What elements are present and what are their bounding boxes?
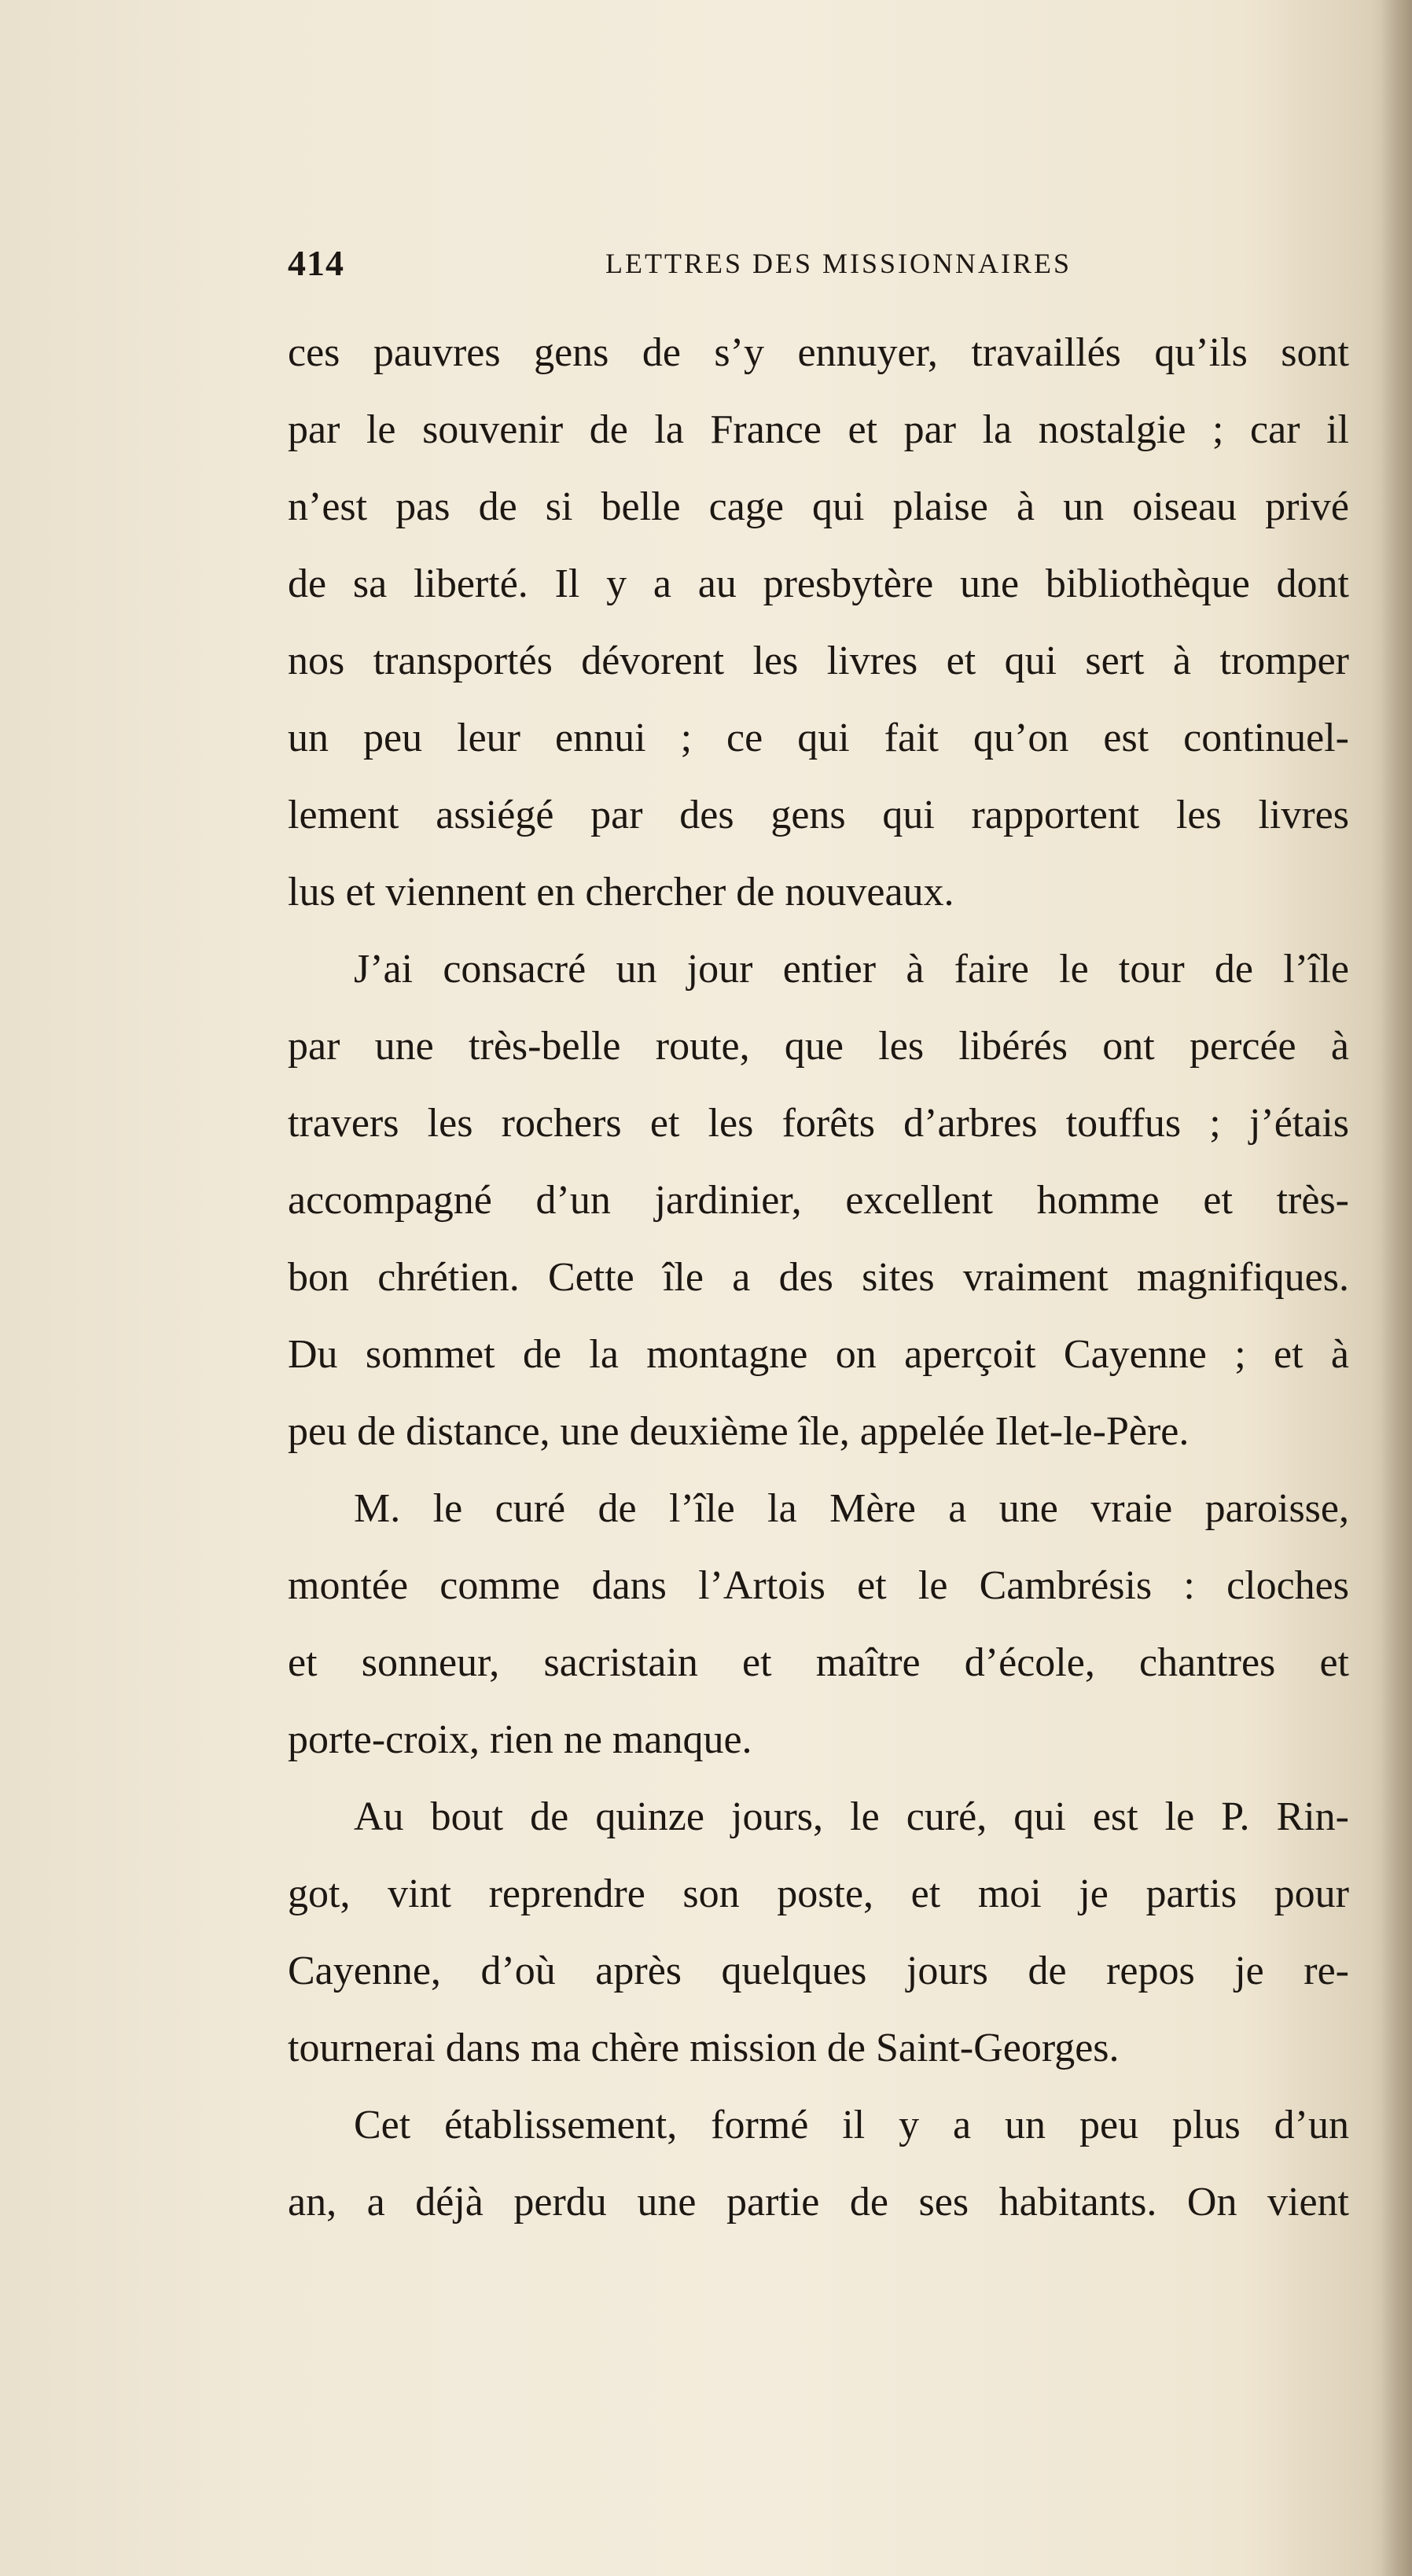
text-line: tournerai dans ma chère mission de Saint-Georges. bbox=[288, 2026, 1120, 2070]
text-line: J’ai consacré un jour entier à faire le tour de l’île bbox=[354, 947, 1349, 992]
text-line: par une très-belle route, que les libérés ont percée à bbox=[288, 1024, 1349, 1069]
text-line: un peu leur ennui ; ce qui fait qu’on est continuel- bbox=[288, 716, 1349, 760]
page-number: 414 bbox=[288, 243, 344, 283]
text-line: accompagné d’un jardinier, excellent homme et très- bbox=[288, 1178, 1349, 1223]
text-line: travers les rochers et les forêts d’arbres touffus ; j’étais bbox=[288, 1101, 1349, 1146]
text-line: Cayenne, d’où après quelques jours de repos je re- bbox=[288, 1949, 1349, 1993]
text-line: nos transportés dévorent les livres et qui sert à tromper bbox=[288, 638, 1349, 683]
text-line: Du sommet de la montagne on aperçoit Cayenne ; et à bbox=[288, 1332, 1349, 1377]
text-line: peu de distance, une deuxième île, appelée Ilet-le-Père. bbox=[288, 1409, 1190, 1454]
text-line: lus et viennent en chercher de nouveaux. bbox=[288, 870, 954, 914]
page-header bbox=[288, 242, 1349, 289]
text-line: Au bout de quinze jours, le curé, qui est le P. Rin- bbox=[354, 1794, 1349, 1839]
text-line: lement assiégé par des gens qui rapportent les livres bbox=[288, 793, 1349, 837]
text-line: got, vint reprendre son poste, et moi je partis pour bbox=[288, 1871, 1349, 1916]
text-line: par le souvenir de la France et par la nostalgie ; car il bbox=[288, 407, 1349, 452]
text-line: M. le curé de l’île la Mère a une vraie paroisse, bbox=[354, 1486, 1349, 1531]
body-text bbox=[288, 315, 1349, 2241]
page-edge-shadow bbox=[1381, 0, 1412, 2576]
running-title: LETTRES DES MISSIONNAIRES bbox=[605, 248, 1072, 279]
text-line: et sonneur, sacristain et maître d’école, chantres et bbox=[288, 1640, 1349, 1685]
text-line: ces pauvres gens de s’y ennuyer, travaillés qu’ils sont bbox=[288, 330, 1349, 375]
text-line: an, a déjà perdu une partie de ses habitants. On vient bbox=[288, 2180, 1349, 2225]
text-line: de sa liberté. Il y a au presbytère une bibliothèque dont bbox=[288, 561, 1349, 606]
text-line: montée comme dans l’Artois et le Cambrésis : cloches bbox=[288, 1563, 1349, 1608]
text-line: porte-croix, rien ne manque. bbox=[288, 1717, 752, 1762]
text-line: bon chrétien. Cette île a des sites vraiment magnifiques. bbox=[288, 1255, 1349, 1300]
text-line: n’est pas de si belle cage qui plaise à un oiseau privé bbox=[288, 484, 1349, 529]
text-line: Cet établissement, formé il y a un peu plus d’un bbox=[354, 2103, 1349, 2147]
